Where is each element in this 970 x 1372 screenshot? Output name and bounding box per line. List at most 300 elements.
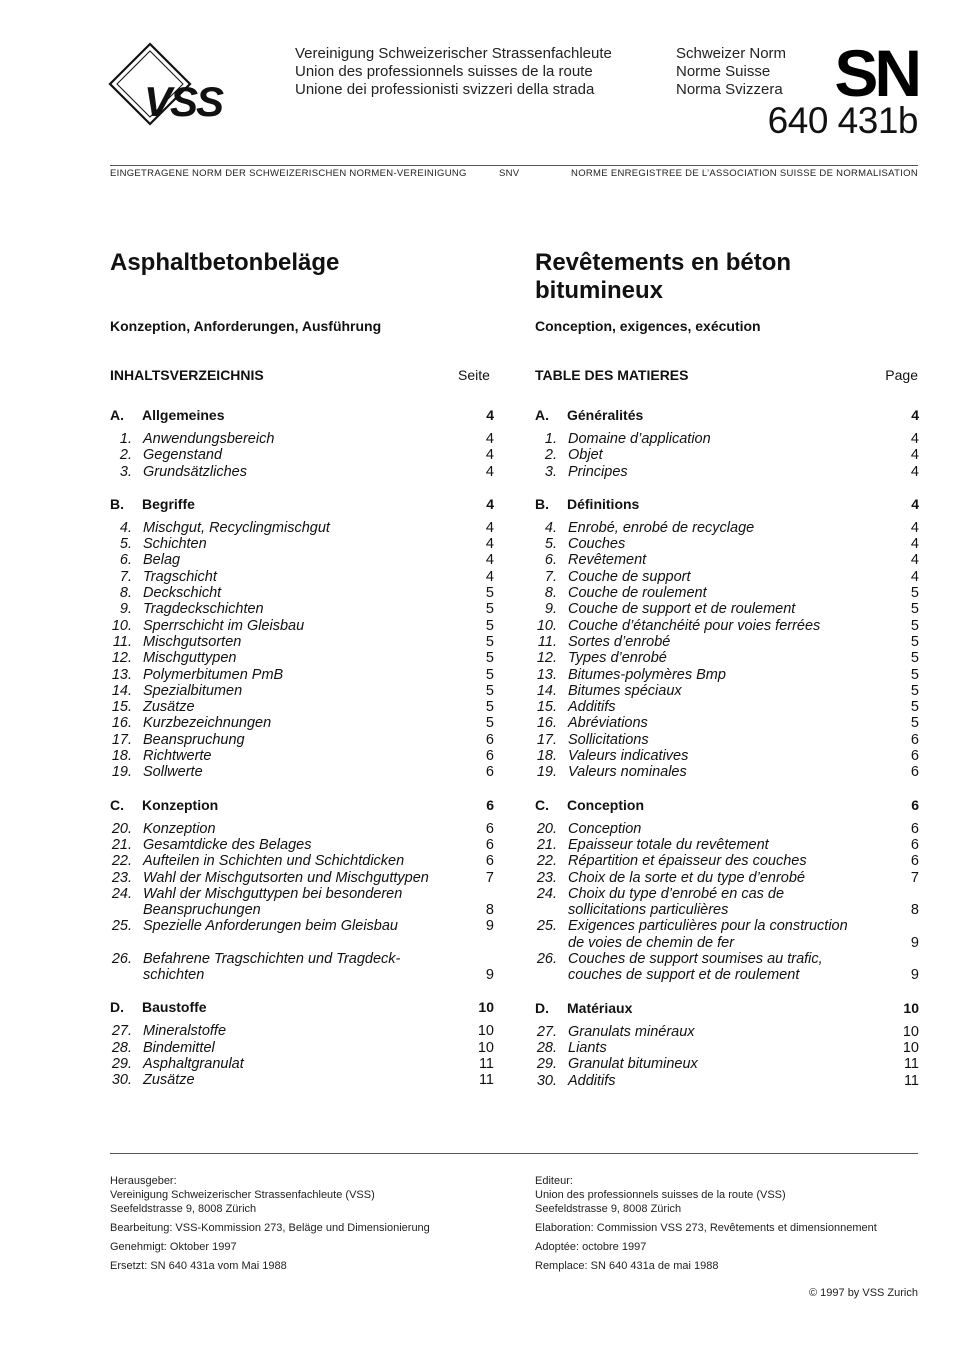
item-number: 11.: [112, 633, 132, 650]
item-number: 5.: [544, 536, 557, 553]
toc-heading-fr: TABLE DES MATIERES: [535, 367, 689, 383]
toc-item: [110, 447, 494, 463]
item-page: 9: [485, 967, 494, 984]
toc-item: [110, 634, 494, 650]
section-title: Généralités: [567, 407, 644, 423]
item-title: Enrobé, enrobé de recyclage: [568, 519, 755, 536]
toc-item: [110, 667, 494, 683]
item-number: 18.: [536, 748, 557, 765]
sn-logo: [802, 40, 920, 100]
item-page: 5: [910, 650, 919, 667]
item-number: 15.: [111, 699, 132, 716]
toc-item: [535, 748, 919, 764]
item-title-line: Exigences particulières pour la construction: [568, 918, 848, 935]
item-number: 11.: [537, 633, 557, 650]
section-letter: C.: [535, 796, 549, 813]
item-title: Granulat bitumineux: [568, 1056, 698, 1073]
toc-section: [110, 407, 494, 431]
toc-item: [535, 536, 919, 552]
footer-publisher-label: Editeur:: [535, 1175, 573, 1187]
section-title: Baustoffe: [142, 999, 207, 1016]
section-title: Konzeption: [142, 796, 219, 813]
item-title: Spezielle Anforderungen beim Gleisbau: [143, 918, 398, 935]
org-line-it: Unione dei professionisti svizzeri della strada: [295, 81, 595, 98]
item-page: 6: [485, 731, 494, 748]
item-title: Kurzbezeichnungen: [143, 715, 272, 732]
item-number: 28.: [111, 1039, 132, 1056]
section-page: 4: [486, 407, 494, 423]
item-page: 5: [485, 650, 494, 667]
item-page: 4: [485, 519, 494, 536]
item-number: 7.: [544, 568, 557, 585]
toc-item: [535, 764, 919, 780]
item-title: Konzeption: [143, 820, 216, 837]
item-title: Richtwerte: [143, 748, 212, 765]
item-title: Anwendungsbereich: [143, 431, 275, 447]
item-title: Deckschicht: [143, 585, 222, 602]
item-number: 9.: [119, 601, 132, 618]
item-page: 5: [485, 617, 494, 634]
toc-item: [535, 447, 919, 463]
item-page: 6: [485, 820, 494, 837]
item-page: 4: [910, 536, 919, 553]
item-number: 18.: [111, 748, 132, 765]
toc-item: [535, 683, 919, 699]
item-title: Couche de support et de roulement: [568, 601, 796, 618]
toc-item: [535, 732, 919, 748]
subtitle-de: Konzeption, Anforderungen, Ausführung: [110, 318, 382, 334]
toc-item: [110, 951, 494, 984]
toc-item: [535, 634, 919, 650]
item-title-line: couches de support et de roulement: [568, 967, 800, 984]
item-number: 23.: [111, 869, 132, 886]
toc-item: [110, 464, 494, 480]
toc-item: [110, 732, 494, 748]
toc-section: [110, 496, 494, 520]
item-page: 5: [910, 633, 919, 650]
item-number: 21.: [536, 836, 557, 853]
item-number: 25.: [536, 918, 557, 935]
item-number: 5.: [119, 536, 132, 553]
item-title: Bitumes-polymères Bmp: [568, 666, 726, 683]
toc-item: [535, 1056, 919, 1072]
item-number: 27.: [111, 1023, 132, 1040]
toc-item: [535, 886, 919, 919]
section-title: Matériaux: [567, 999, 633, 1016]
toc-item: [535, 464, 919, 480]
item-title: Wahl der Mischgutsorten und Mischguttypen: [143, 869, 429, 886]
item-title: Sperrschicht im Gleisbau: [143, 617, 305, 634]
item-title: Aufteilen in Schichten und Schichtdicken: [143, 853, 405, 870]
item-page: 11: [478, 1072, 494, 1089]
footer-approved: Genehmigt: Oktober 1997: [110, 1241, 237, 1253]
section-title: Définitions: [567, 495, 640, 512]
item-page: 4: [910, 568, 919, 585]
toc-item: [110, 886, 494, 919]
toc-section: [535, 1000, 919, 1024]
item-number: 2.: [544, 447, 557, 464]
item-page: 5: [910, 699, 919, 716]
item-title: Sollwerte: [143, 764, 203, 781]
item-title: Couche de roulement: [568, 585, 707, 602]
toc-item: [110, 918, 494, 934]
section-page: 4: [911, 407, 919, 423]
item-title: Mineralstoffe: [143, 1023, 227, 1040]
section-letter: A.: [535, 407, 549, 423]
item-page: 6: [910, 853, 919, 870]
section-gap: [110, 781, 494, 797]
item-page: 9: [910, 967, 919, 984]
footer-divider: [110, 1153, 918, 1154]
item-number: 20.: [536, 820, 557, 837]
toc-item: [110, 821, 494, 837]
item-number: 3.: [544, 463, 557, 480]
item-title: Bitumes spéciaux: [568, 682, 682, 699]
registry-de: EINGETRAGENE NORM DER SCHWEIZERISCHEN NORMEN-VEREINIGUNG: [110, 168, 467, 179]
toc-item: [535, 870, 919, 886]
item-number: 29.: [536, 1056, 557, 1073]
item-page: 4: [485, 568, 494, 585]
item-title: Valeurs nominales: [568, 764, 687, 781]
section-page: 10: [903, 999, 919, 1016]
item-page: 10: [477, 1039, 494, 1056]
item-number: 1.: [119, 431, 132, 447]
item-page: 4: [485, 552, 494, 569]
item-page: 8: [910, 902, 919, 919]
item-number: 12.: [111, 650, 132, 667]
item-title-line: Beanspruchungen: [143, 902, 261, 919]
toc-section: [535, 407, 919, 431]
item-number: 17.: [111, 731, 132, 748]
footer-edited: Elaboration: Commission VSS 273, Revêtements et dimensionnement: [535, 1222, 877, 1234]
item-title: Couche de support: [568, 568, 691, 585]
toc-item: [110, 536, 494, 552]
item-number: 14.: [536, 682, 557, 699]
toc-column-fr: [535, 407, 919, 1089]
toc-section: [110, 999, 494, 1023]
item-title: Mischguttypen: [143, 650, 237, 667]
section-title: Begriffe: [142, 495, 195, 512]
toc-section: [535, 496, 919, 520]
item-number: 27.: [536, 1023, 557, 1040]
item-page: 5: [910, 601, 919, 618]
footer-fr: [535, 1174, 935, 1273]
item-number: 20.: [111, 820, 132, 837]
item-title: Objet: [568, 447, 603, 464]
item-title: Revêtement: [568, 552, 647, 569]
item-gap: [110, 935, 494, 951]
item-title: Répartition et épaisseur des couches: [568, 853, 807, 870]
org-line-de: Vereinigung Schweizerischer Strassenfachleute: [295, 45, 612, 62]
vss-logo-text: VSS: [144, 78, 223, 125]
item-number: 8.: [544, 585, 557, 602]
section-page: 6: [911, 796, 919, 813]
section-gap: [535, 480, 919, 496]
item-number: 14.: [111, 682, 132, 699]
item-title: Couche d’étanchéité pour voies ferrées: [568, 617, 821, 634]
item-title: Zusätze: [143, 1072, 195, 1089]
section-letter: D.: [110, 999, 124, 1016]
item-number: 7.: [119, 568, 132, 585]
toc-item: [535, 853, 919, 869]
toc-item: [535, 667, 919, 683]
item-page: 11: [478, 1055, 494, 1072]
item-number: 28.: [536, 1039, 557, 1056]
section-letter: D.: [535, 999, 549, 1016]
footer-approved: Adoptée: octobre 1997: [535, 1241, 647, 1253]
toc-item: [535, 715, 919, 731]
item-page: 5: [910, 617, 919, 634]
item-page: 5: [485, 682, 494, 699]
item-page: 5: [910, 682, 919, 699]
item-title: Grundsätzliches: [143, 463, 247, 480]
toc-item: [110, 1056, 494, 1072]
toc-section: [535, 797, 919, 821]
item-title: Additifs: [568, 699, 616, 716]
item-number: 10.: [111, 617, 132, 634]
norm-number: 640 431b: [767, 100, 918, 141]
item-title: Mischgutsorten: [143, 633, 242, 650]
footer-address: Seefeldstrasse 9, 8008 Zürich: [110, 1203, 257, 1215]
item-number: 4.: [544, 519, 557, 536]
item-page: 4: [485, 431, 494, 447]
item-number: 10.: [536, 617, 557, 634]
toc-item: [535, 1073, 919, 1089]
item-number: 22.: [536, 853, 557, 870]
toc-item: [535, 699, 919, 715]
item-number: 4.: [119, 519, 132, 536]
item-title: Beanspruchung: [143, 731, 245, 748]
item-page: 6: [910, 731, 919, 748]
toc-item: [535, 552, 919, 568]
item-page: 4: [485, 463, 494, 480]
item-page: 6: [910, 764, 919, 781]
item-title: [143, 951, 464, 984]
toc-item: [110, 618, 494, 634]
item-title: Tragdeckschichten: [143, 601, 264, 618]
toc-item: [110, 853, 494, 869]
item-title-line: schichten: [143, 967, 205, 984]
item-number: 15.: [536, 699, 557, 716]
section-page: 4: [486, 495, 494, 512]
section-letter: B.: [535, 495, 549, 512]
item-page: 4: [485, 447, 494, 464]
toc-item: [110, 699, 494, 715]
item-page: 5: [910, 715, 919, 732]
item-page: 5: [485, 633, 494, 650]
vss-logo: [108, 42, 290, 126]
item-page: 9: [910, 934, 919, 951]
section-page: 6: [486, 796, 494, 813]
item-page: 11: [903, 1072, 919, 1089]
item-page: 4: [910, 552, 919, 569]
item-title: Asphaltgranulat: [143, 1055, 244, 1072]
toc-item: [535, 520, 919, 536]
item-number: 6.: [119, 552, 132, 569]
item-number: 16.: [111, 715, 132, 732]
item-page: 5: [485, 699, 494, 716]
toc-item: [110, 1023, 494, 1039]
item-number: 2.: [119, 447, 132, 464]
item-title: Epaisseur totale du revêtement: [568, 836, 769, 853]
item-title: Polymerbitumen PmB: [143, 666, 284, 683]
footer-publisher-label: Herausgeber:: [110, 1175, 177, 1187]
item-page: 4: [910, 447, 919, 464]
footer-publisher: Vereinigung Schweizerischer Strassenfachleute (VSS): [110, 1189, 375, 1201]
toc-item: [110, 837, 494, 853]
item-number: 30.: [111, 1072, 132, 1089]
item-number: 24.: [536, 885, 557, 902]
item-page: 5: [485, 601, 494, 618]
toc-item: [535, 650, 919, 666]
footer-de: [110, 1174, 510, 1273]
item-number: 22.: [111, 853, 132, 870]
toc-item: [535, 821, 919, 837]
toc-page-label-fr: Page: [885, 367, 918, 383]
item-number: 23.: [536, 869, 557, 886]
toc-section: [110, 797, 494, 821]
section-gap: [535, 984, 919, 1000]
item-title: Principes: [568, 463, 628, 480]
item-number: 25.: [111, 918, 132, 935]
item-title-line: de voies de chemin de fer: [568, 934, 735, 951]
title-fr: [535, 249, 791, 305]
registry-fr: NORME ENREGISTREE DE L’ASSOCIATION SUISSE DE NORMALISATION: [571, 168, 918, 179]
item-title-line: sollicitations particulières: [568, 902, 729, 919]
item-page: 4: [910, 519, 919, 536]
item-page: 7: [485, 869, 494, 886]
item-number: 3.: [119, 463, 132, 480]
item-page: 6: [485, 853, 494, 870]
item-title: [568, 886, 889, 919]
footer-publisher: Union des professionnels suisses de la route (VSS): [535, 1189, 786, 1201]
item-page: 5: [910, 585, 919, 602]
section-gap: [535, 781, 919, 797]
norm-label-de: Schweizer Norm: [676, 45, 787, 62]
toc-item: [535, 951, 919, 984]
toc-item: [110, 601, 494, 617]
toc-item: [110, 870, 494, 886]
item-title: Choix de la sorte et du type d’enrobé: [568, 869, 805, 886]
item-title: Liants: [568, 1039, 607, 1056]
item-title: Gegenstand: [143, 447, 223, 464]
item-title: Valeurs indicatives: [568, 748, 689, 765]
item-page: 11: [903, 1056, 919, 1073]
subtitle-fr: Conception, exigences, exécution: [535, 318, 761, 334]
item-title: Additifs: [568, 1072, 616, 1089]
item-title: Sortes d’enrobé: [568, 633, 671, 650]
item-page: 4: [485, 536, 494, 553]
title-de: Asphaltbetonbeläge: [110, 249, 340, 276]
toc-item: [535, 1024, 919, 1040]
item-title: Domaine d’application: [568, 431, 711, 447]
toc-page-label-de: Seite: [458, 367, 490, 383]
item-title-line: Choix du type d’enrobé en cas de: [568, 885, 785, 902]
toc-item: [110, 569, 494, 585]
item-page: 10: [902, 1023, 919, 1040]
item-page: 10: [902, 1039, 919, 1056]
item-page: 6: [910, 836, 919, 853]
item-title: Schichten: [143, 536, 207, 553]
toc-item: [110, 431, 494, 447]
item-number: 30.: [536, 1072, 557, 1089]
toc-item: [110, 585, 494, 601]
item-title: Mischgut, Recyclingmischgut: [143, 519, 330, 536]
item-page: 9: [485, 918, 494, 935]
item-title: Sollicitations: [568, 731, 649, 748]
toc-item: [535, 585, 919, 601]
toc-item: [110, 683, 494, 699]
toc-item: [535, 569, 919, 585]
toc-item: [110, 552, 494, 568]
item-number: 19.: [111, 764, 132, 781]
section-letter: A.: [110, 407, 124, 423]
item-number: 8.: [119, 585, 132, 602]
item-title: Abréviations: [568, 715, 648, 732]
section-title: Conception: [567, 796, 644, 813]
item-number: 13.: [111, 666, 132, 683]
toc-item: [110, 650, 494, 666]
toc-column-de: [110, 407, 494, 1089]
norm-labels: [676, 45, 786, 99]
section-page: 4: [911, 495, 919, 512]
footer-replaces: Ersetzt: SN 640 431a vom Mai 1988: [110, 1260, 287, 1272]
footer-edited: Bearbeitung: VSS-Kommission 273, Beläge und Dimensionierung: [110, 1222, 430, 1234]
item-page: 5: [485, 666, 494, 683]
toc-item: [535, 837, 919, 853]
item-number: 13.: [536, 666, 557, 683]
item-number: 29.: [111, 1055, 132, 1072]
item-title-line: Couches de support soumises au trafic,: [568, 951, 823, 968]
toc-item: [110, 715, 494, 731]
item-page: 4: [910, 463, 919, 480]
toc-item: [110, 1072, 494, 1088]
section-gap: [110, 480, 494, 496]
item-title: Gesamtdicke des Belages: [143, 836, 312, 853]
copyright: © 1997 by VSS Zurich: [809, 1287, 918, 1299]
toc-item: [110, 520, 494, 536]
toc-heading-de: INHALTSVERZEICHNIS: [110, 367, 264, 383]
item-title: [568, 951, 889, 984]
item-page: 6: [485, 836, 494, 853]
footer-replaces: Remplace: SN 640 431a de mai 1988: [535, 1260, 719, 1272]
section-letter: C.: [110, 796, 124, 813]
section-gap: [110, 983, 494, 999]
item-title: [143, 886, 464, 919]
sn-logo-text: SN: [834, 40, 918, 100]
toc-item: [535, 618, 919, 634]
item-number: 26.: [111, 950, 132, 967]
item-title: Types d’enrobé: [568, 650, 667, 667]
item-title: Bindemittel: [143, 1039, 215, 1056]
item-page: 6: [485, 764, 494, 781]
item-page: 5: [910, 666, 919, 683]
registry-snv: SNV: [499, 168, 520, 179]
item-number: 19.: [536, 764, 557, 781]
item-number: 6.: [544, 552, 557, 569]
header-divider: [110, 165, 918, 166]
toc-item: [535, 601, 919, 617]
item-page: 7: [910, 869, 919, 886]
item-number: 16.: [536, 715, 557, 732]
item-number: 1.: [544, 431, 557, 447]
norm-label-it: Norma Svizzera: [676, 81, 783, 98]
item-title-line: Befahrene Tragschichten und Tragdeck-: [143, 950, 401, 967]
item-title-line: Wahl der Mischguttypen bei besonderen: [143, 885, 403, 902]
item-title: Granulats minéraux: [568, 1023, 695, 1040]
title-fr-line-1: Revêtements en béton: [535, 249, 792, 276]
item-page: 5: [485, 715, 494, 732]
